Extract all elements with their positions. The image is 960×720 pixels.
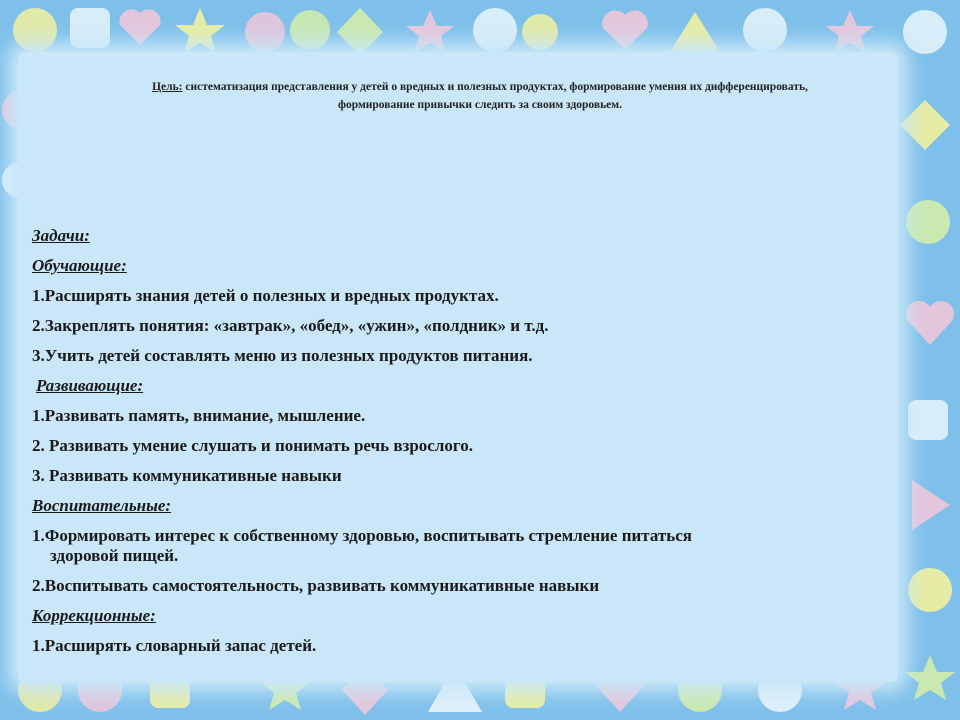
heart-shape-icon bbox=[906, 301, 954, 345]
goal-label: Цель: bbox=[152, 81, 183, 93]
task-item: 1.Формировать интерес к собственному здоровью, воспитывать стремление питаться bbox=[32, 526, 692, 545]
task-item: 3. Развивать коммуникативные навыки bbox=[32, 466, 342, 485]
circle-shape-icon bbox=[245, 12, 285, 52]
flower-shape-icon bbox=[908, 568, 952, 612]
circle-shape-icon bbox=[743, 8, 787, 52]
task-item: 1.Развивать память, внимание, мышление. bbox=[32, 406, 366, 425]
goal-description-line2: формирование привычки следить за своим здоровьем. bbox=[338, 99, 622, 111]
star-shape-icon bbox=[905, 655, 955, 700]
star-shape-icon bbox=[406, 10, 454, 53]
task-item: 1.Расширять словарный запас детей. bbox=[32, 636, 317, 655]
heart-shape-icon bbox=[602, 11, 648, 50]
task-item: 3.Учить детей составлять меню из полезных продуктов питания. bbox=[32, 346, 533, 365]
section-heading-correctional: Коррекционные: bbox=[32, 606, 156, 625]
task-item-continuation: здоровой пищей. bbox=[50, 546, 179, 565]
section-heading-upbringing: Воспитательные: bbox=[32, 496, 172, 515]
flower-shape-icon bbox=[906, 200, 950, 244]
task-item: 2. Развивать умение слушать и понимать речь взрослого. bbox=[32, 436, 473, 455]
task-item: 1.Расширять знания детей о полезных и вредных продуктах. bbox=[32, 286, 499, 305]
circle-shape-icon bbox=[522, 14, 558, 50]
task-item: 2.Воспитывать самостоятельность, развивать коммуникативные навыки bbox=[32, 576, 600, 595]
section-heading-teaching: Обучающие: bbox=[32, 256, 127, 275]
star-shape-icon bbox=[175, 8, 225, 53]
goal-description: систематизация представления у детей о вредных и полезных продуктах, формирование умения их дифференцировать, bbox=[182, 81, 808, 93]
tasks-title: Задачи: bbox=[32, 226, 90, 245]
square-shape-icon bbox=[908, 400, 948, 440]
task-item: 2.Закреплять понятия: «завтрак», «обед», «ужин», «полдник» и т.д. bbox=[32, 316, 549, 335]
diamond-shape-icon bbox=[337, 8, 383, 56]
circle-shape-icon bbox=[903, 10, 947, 54]
section-heading-developing: Развивающие: bbox=[36, 376, 144, 395]
circle-shape-icon bbox=[13, 8, 57, 52]
triangle-shape-icon bbox=[912, 480, 950, 530]
star-shape-icon bbox=[826, 10, 874, 53]
heart-shape-icon bbox=[119, 9, 160, 45]
circle-shape-icon bbox=[473, 8, 517, 52]
square-shape-icon bbox=[70, 8, 110, 48]
triangle-shape-icon bbox=[670, 12, 720, 52]
goal-text bbox=[50, 78, 910, 114]
tasks-block bbox=[32, 226, 892, 666]
circle-shape-icon bbox=[290, 10, 330, 50]
